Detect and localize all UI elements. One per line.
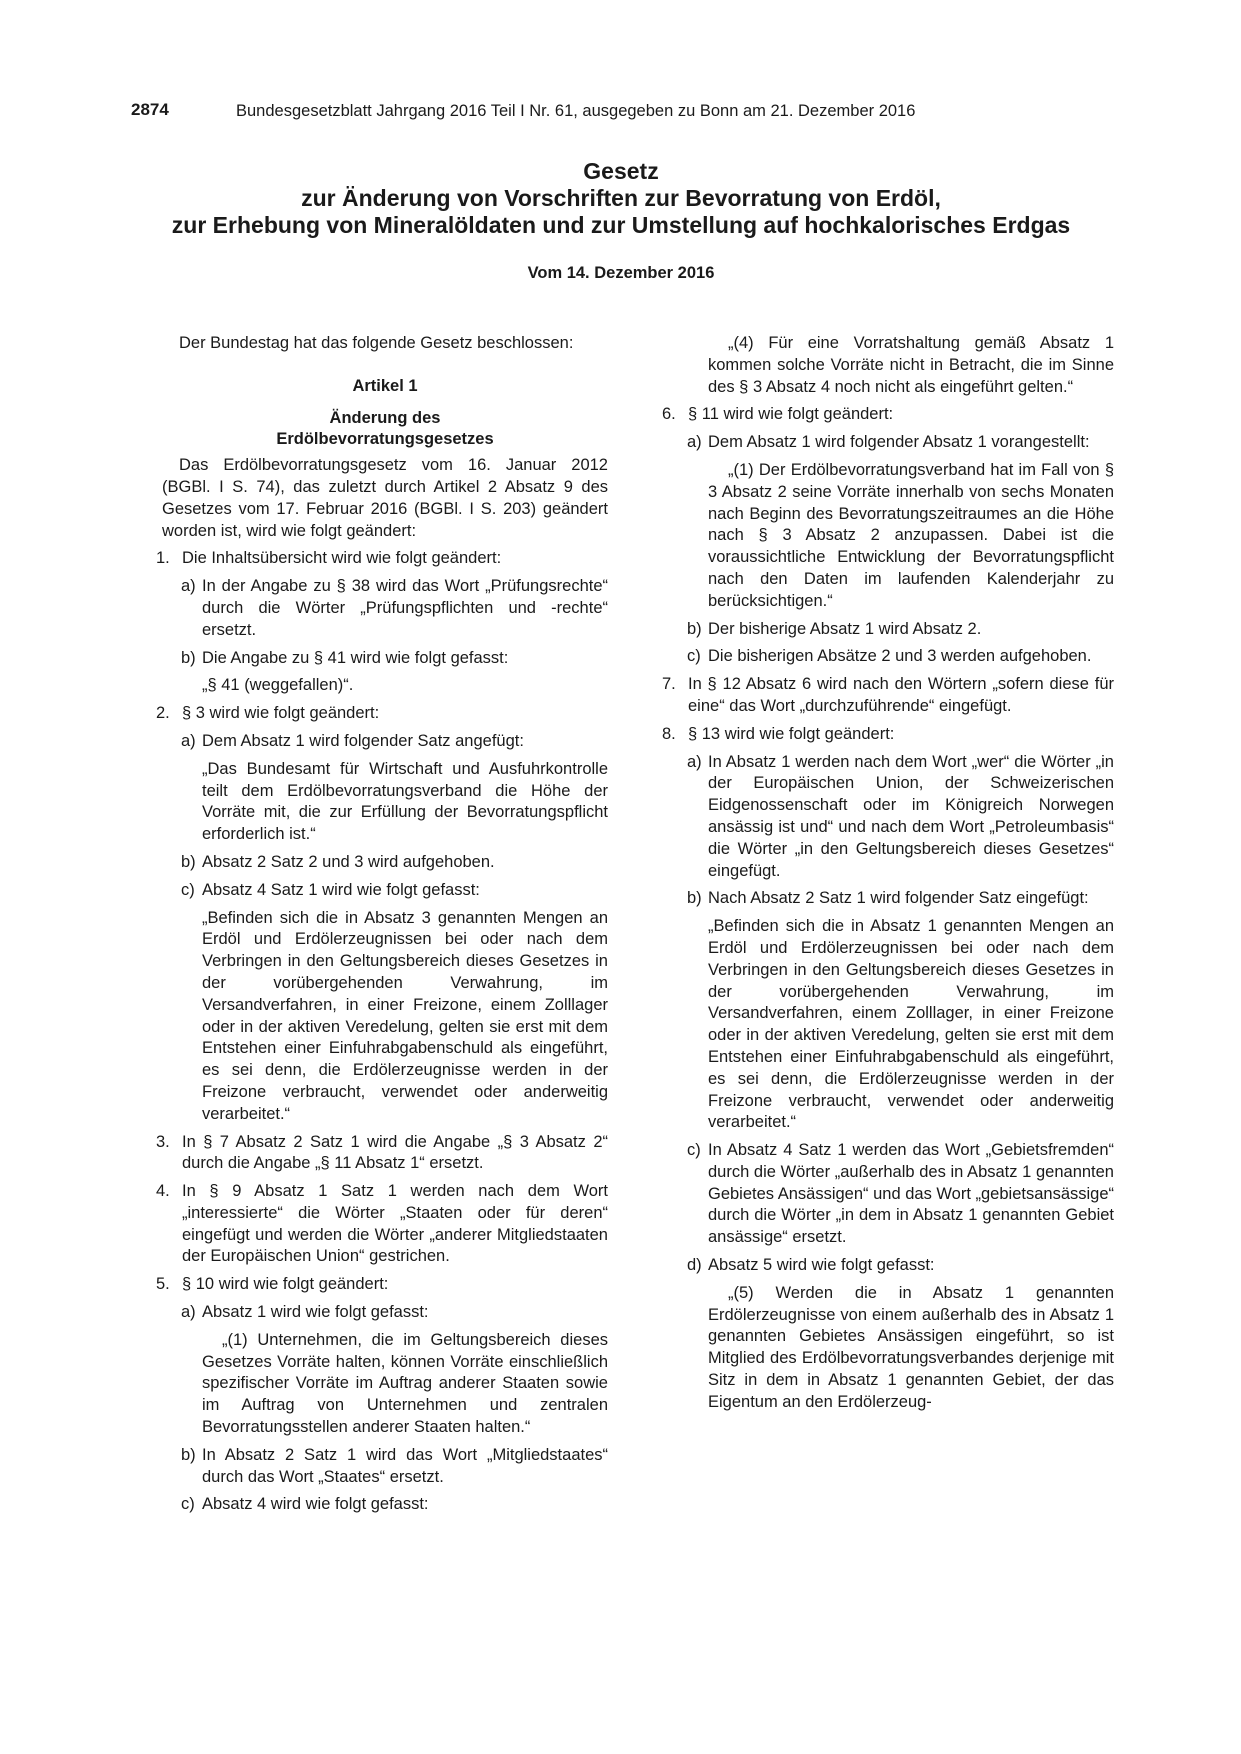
list-item: [668, 1140, 1114, 1249]
intro-paragraph: Der Bundestag hat das folgende Gesetz beschlossen:: [179, 334, 574, 352]
item-text: Der bisherige Absatz 1 wird Absatz 2.: [708, 619, 982, 638]
item-text: § 10 wird wie folgt geändert:: [182, 1275, 389, 1294]
item-text: In der Angabe zu § 38 wird das Wort „Prüfungsrechte“ durch die Wörter „Prüfungspflichten und -rechte“ ersetzt.: [202, 577, 608, 639]
quote-block: „(5) Werden die in Absatz 1 genannten Erdölerzeugnisse von einem außerhalb des in Absatz 1 genannten Gebietes Ansässigen eingeführt, so ist Mitglied des Erdölbevorratungsverbandes derjenige mit Sitz in dem in Absatz 1 genannten Gebiet, der das Eigentum an den Erdölerzeug-: [708, 1283, 1114, 1411]
list-item: [668, 752, 1114, 883]
item-text: Die Angabe zu § 41 wird wie folgt gefasst:: [202, 648, 509, 667]
quote-block: „(1) Unternehmen, die im Geltungsbereich dieses Gesetzes Vorräte halten, können Vorräte einschließlich spezifischer Vorräte im Auftrag anderer Staaten sowie im Auftrag von Unternehmen und zentralen Bevorratungsstellen anderer Staaten halten.“: [202, 1330, 608, 1437]
page-number: 2874: [131, 100, 169, 119]
date-line: Vom 14. Dezember 2016: [527, 264, 715, 282]
item-text: § 11 wird wie folgt geändert:: [688, 405, 894, 424]
list-item: [162, 648, 608, 670]
item-marker: 1.: [156, 549, 170, 568]
item-marker: 4.: [156, 1182, 170, 1201]
title-line-3: zur Erhebung von Mineralöldaten und zur Umstellung auf hochkalorisches Erdgas: [171, 212, 1071, 238]
artikel-title-line-2: Erdölbevorratungsgesetzes: [276, 430, 494, 449]
quote-block: „(4) Für eine Vorratshaltung gemäß Absatz 1 kommen solche Vorräte nicht in Betracht, die im Sinne des § 3 Absatz 4 noch nicht als eingeführt gelten.“: [708, 334, 1114, 396]
list-item: [668, 888, 1114, 910]
item-marker: c): [687, 1141, 701, 1160]
item-text: Nach Absatz 2 Satz 1 wird folgender Satz eingefügt:: [708, 889, 1089, 908]
list-item: [662, 404, 1114, 426]
item-marker: d): [687, 1256, 702, 1275]
item-marker: 2.: [156, 704, 170, 723]
item-text: In Absatz 1 werden nach dem Wort „wer“ die Wörter „in der Europäischen Union, der Schweizerischen Eidgenossenschaft oder im Königreich Norwegen ansässig ist und“ und nach dem Wort „Petroleumbasis“ die Wörter „in den Geltungsbereich dieses Gesetzes“ eingefügt.: [708, 752, 1114, 880]
item-text: In Absatz 2 Satz 1 wird das Wort „Mitgliedstaates“ durch das Wort „Staates“ ersetzt.: [202, 1445, 608, 1486]
list-item: [162, 1302, 608, 1324]
item-marker: 8.: [662, 724, 676, 743]
running-head: Bundesgesetzblatt Jahrgang 2016 Teil I Nr. 61, ausgegeben zu Bonn am 21. Dezember 2016: [236, 102, 916, 120]
item-text: Dem Absatz 1 wird folgender Satz angefügt:: [202, 731, 524, 750]
artikel-heading: Artikel 1: [352, 376, 418, 395]
artikel-title-line-1: Änderung des: [329, 408, 441, 427]
list-item: [156, 548, 608, 570]
item-marker: 7.: [662, 675, 676, 694]
item-marker: c): [181, 880, 195, 899]
item-marker: a): [687, 752, 702, 771]
list-item: [156, 1181, 608, 1268]
list-item: [662, 724, 1114, 746]
item-marker: a): [181, 731, 196, 750]
quote-block: „Befinden sich die in Absatz 3 genannten Mengen an Erdöl und Erdölerzeugnissen bei oder nach dem Verbringen in den Geltungsbereich dieses Gesetzes in der vorübergehenden Verwahrung, im Versandverfahren, in einer Freizone, einem Zolllager oder in der aktiven Veredelung, gelten sie erst mit dem Entstehen einer Einfuhrabgabenschuld als eingeführt, es sei denn, die Erdölerzeugnisse werden in der Freizone verbraucht, verwendet oder anderweitig verarbeitet.“: [202, 908, 608, 1123]
item-text: Absatz 5 wird wie folgt gefasst:: [708, 1256, 935, 1275]
item-marker: b): [687, 889, 702, 908]
list-item: [162, 880, 608, 902]
title-line-2: zur Änderung von Vorschriften zur Bevorratung von Erdöl,: [301, 185, 941, 211]
list-item: [662, 674, 1114, 718]
item-text: In § 9 Absatz 1 Satz 1 werden nach dem Wort „interessierte“ die Wörter „Staaten oder für deren“ eingefügt und werden die Wörter „anderer Mitgliedstaaten der Europäischen Union“ gestrichen.: [182, 1182, 608, 1266]
item-text: In Absatz 4 Satz 1 werden das Wort „Gebietsfremden“ durch die Wörter „außerhalb des in Absatz 1 genannten Gebietes Ansässigen“ und das Wort „gebietsansässige“ durch die Wörter „in dem in Absatz 1 genannten Gebiet ansässige“ ersetzt.: [708, 1141, 1115, 1247]
quote-block: „Das Bundesamt für Wirtschaft und Ausfuhrkontrolle teilt dem Erdölbevorratungsverband die Höhe der Vorräte mit, die zur Erfüllung der Bevorratungspflicht erforderlich ist.“: [202, 759, 608, 844]
item-marker: a): [687, 433, 702, 452]
list-item: [668, 432, 1114, 454]
item-marker: 3.: [156, 1132, 170, 1151]
title-block: [131, 158, 1111, 239]
list-item: [162, 731, 608, 753]
item-text: In § 7 Absatz 2 Satz 1 wird die Angabe „§ 3 Absatz 2“ durch die Angabe „§ 11 Absatz 1“ ersetzt.: [182, 1132, 608, 1173]
item-marker: a): [181, 577, 196, 596]
item-marker: b): [181, 1445, 196, 1464]
item-text: Dem Absatz 1 wird folgender Absatz 1 vorangestellt:: [708, 433, 1090, 452]
quote-block: „Befinden sich die in Absatz 1 genannten Mengen an Erdöl und Erdölerzeugnissen bei oder nach dem Verbringen in den Geltungsbereich dieses Gesetzes in der vorübergehenden Verwahrung, im Versandverfahren, einem Zolllager, in einer Freizone oder in der aktiven Veredelung, gelten sie erst mit dem Entstehen einer Einfuhrabgabenschuld als eingeführt, es sei denn, die Erdölerzeugnisse werden in der Freizone verbraucht, verwendet oder anderweitig verarbeitet.“: [708, 917, 1114, 1132]
list-item: [162, 1445, 608, 1489]
title-line-1: Gesetz: [583, 158, 659, 184]
item-marker: a): [181, 1303, 196, 1322]
item-marker: c): [181, 1495, 195, 1514]
item-text: Die bisherigen Absätze 2 und 3 werden aufgehoben.: [708, 647, 1092, 666]
item-text: Die Inhaltsübersicht wird wie folgt geändert:: [182, 549, 502, 568]
list-item: [668, 646, 1114, 668]
list-item: [156, 703, 608, 725]
list-item: [668, 1255, 1114, 1277]
list-item: [668, 619, 1114, 641]
item-marker: b): [687, 619, 702, 638]
left-column: [156, 333, 608, 1516]
list-item: [156, 1132, 608, 1176]
right-column: [662, 333, 1115, 1414]
item-marker: 5.: [156, 1275, 170, 1294]
artikel-intro: Das Erdölbevorratungsgesetz vom 16. Januar 2012 (BGBl. I S. 74), das zuletzt durch Artikel 2 Absatz 9 des Gesetzes vom 17. Februar 2016 (BGBl. I S. 203) geändert worden ist, wird wie folgt geändert:: [162, 456, 608, 540]
item-marker: c): [687, 647, 701, 666]
quote-block: „§ 41 (weggefallen)“.: [202, 676, 354, 695]
item-text: Absatz 2 Satz 2 und 3 wird aufgehoben.: [202, 852, 495, 871]
list-item: [162, 852, 608, 874]
list-item: [162, 1494, 608, 1516]
item-marker: b): [181, 648, 196, 667]
item-text: Absatz 1 wird wie folgt gefasst:: [202, 1303, 429, 1322]
item-text: Absatz 4 Satz 1 wird wie folgt gefasst:: [202, 880, 480, 899]
item-marker: 6.: [662, 405, 676, 424]
item-text: § 3 wird wie folgt geändert:: [182, 704, 380, 723]
quote-block: „(1) Der Erdölbevorratungsverband hat im Fall von § 3 Absatz 2 seine Vorräte innerhalb von sechs Monaten nach Beginn des Bevorratungszeitraumes an die Höhe nach § 3 Absatz 2 anzupassen. Dabei ist die voraussichtliche Entwicklung der Bevorratungspflicht nach den Daten im laufenden Kalenderjahr zu berücksichtigen.“: [708, 460, 1114, 610]
item-text: In § 12 Absatz 6 wird nach den Wörtern „sofern diese für eine“ das Wort „durchzuführende“ eingefügt.: [688, 675, 1114, 715]
item-marker: b): [181, 852, 196, 871]
item-text: § 13 wird wie folgt geändert:: [688, 724, 895, 743]
list-item: [162, 576, 608, 641]
item-text: Absatz 4 wird wie folgt gefasst:: [202, 1495, 429, 1514]
list-item: [156, 1274, 608, 1296]
